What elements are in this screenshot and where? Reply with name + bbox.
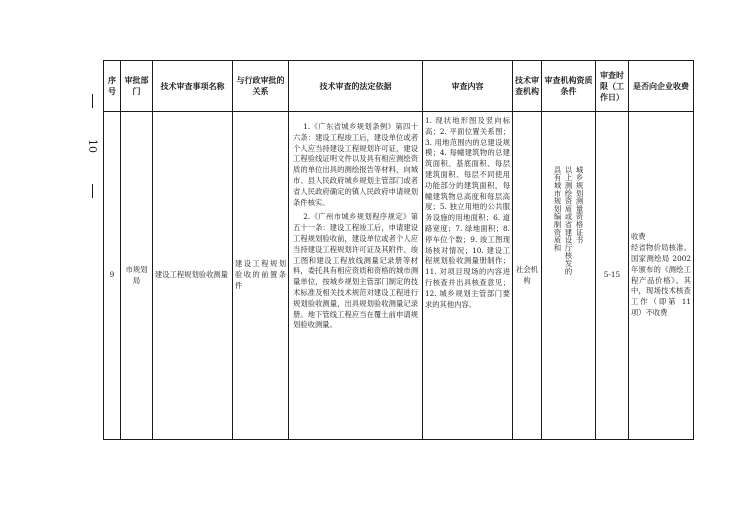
- cell-dept: 市规划局: [121, 112, 153, 440]
- review-table: [103, 60, 694, 440]
- cell-seq: 9: [104, 112, 121, 440]
- header-dept: 审批部门: [121, 61, 153, 112]
- cell-basis: [289, 112, 423, 440]
- basis-clause-2: 2.《广州市城乡规划程序规定》第五十一条：建设工程竣工后，申请建设工程规划验收前，建设单位或者个人应当持建设工程规划许可证及其附件、竣工图和建设工程放线测量记录册等材料，委托具有相应资质和资格的城市测量单位，按城乡规划主管部门制定的技术标准及相关技术规范对建设工程进行规划验收测量，出具规划验收测量记录册。地下管线工程应当在覆土前申请规划验收测量。: [293, 212, 418, 330]
- header-agency: 技术审查机构: [513, 61, 542, 112]
- header-content: 审查内容: [423, 61, 513, 112]
- header-seq: 序号: [104, 61, 121, 112]
- header-item-name: 技术审查事项名称: [153, 61, 233, 112]
- qualification-col-1: 具有城市规划编制资质和: [553, 165, 563, 252]
- qualification-col-2: 以上测绘资质或省建设厅核发的: [564, 165, 574, 275]
- cell-relation: 建设工程规划验收的前置条件: [233, 112, 289, 440]
- cell-item-name: 建设工程规划验收测量: [153, 112, 233, 440]
- page-number-text: 10: [86, 139, 99, 153]
- page-number: [82, 70, 102, 153]
- header-relation: 与行政审批的关系: [233, 61, 289, 112]
- cell-agency: 社会机构: [513, 112, 542, 440]
- header-basis: 技术审查的法定依据: [289, 61, 423, 112]
- cell-content: 1. 现状地形图及竖向标高；2. 平面位置关系图；3. 用地范围内的总建设规模；4. 每幢建筑物的总建筑面积、基底面积、每层建筑面积、每层不同使用功能部分的建筑面积，每幢建筑物总高度和每层高度；5. 独立用地的公共服务设施的用地面积；6. 道路宽度；7. 绿地面积；8. 停车位个数；9. 竣工图现场核对情况；10. 建设工程规划验收测量册制作；11. 对项目现场的内容进行核查并出具核查意见；12. 城乡规划主管部门要求的其他内容。: [423, 112, 513, 440]
- cell-fee: 收费 经省物价局核准。国家测绘局 2002 年颁布的《测绘工程产品价格》。其中，现场技术核查工作（即第 11 项）不收费: [629, 112, 694, 440]
- cell-qualification: [542, 112, 596, 440]
- table-row: [104, 112, 694, 440]
- table-header-row: [104, 61, 694, 112]
- header-qualification: 审查机构资质条件: [542, 61, 596, 112]
- cell-time-limit: 5-15: [596, 112, 629, 440]
- header-time-limit: 审查时限（工作日）: [596, 61, 629, 112]
- header-fee: 是否向企业收费: [629, 61, 694, 112]
- basis-clause-1: 1.《广东省城乡规划条例》第四十六条：建设工程竣工后，建设单位或者个人应当持建设工程规划许可证、建设工程验线证明文件以及具有相应测绘资质的单位出具的测绘报告等材料，向城市、县人民政府城乡规划主管部门或者省人民政府确定的镇人民政府申请规划条件核实。: [293, 122, 418, 207]
- qualification-col-3: 城乡规划测量资格证书: [575, 165, 585, 244]
